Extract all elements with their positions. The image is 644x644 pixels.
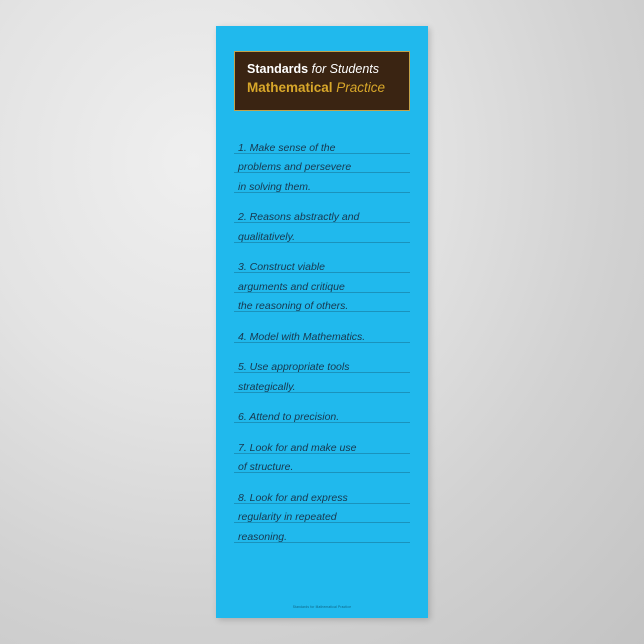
- list-item-line: [234, 134, 410, 154]
- list-item-text: 7. Look for and make use: [238, 441, 357, 454]
- list-item-text: qualitatively.: [238, 230, 296, 243]
- list-item-line: [234, 373, 410, 393]
- list-item-text: in solving them.: [238, 180, 311, 193]
- list-item-text: 6. Attend to precision.: [238, 411, 340, 423]
- list-item-line: [234, 204, 410, 224]
- list-item-text: 3. Construct viable: [238, 261, 325, 273]
- header-title-mathematical: Mathematical: [247, 80, 333, 95]
- list-item-line: [234, 293, 410, 313]
- list-item-text: strategically.: [238, 380, 296, 393]
- list-item: [234, 484, 410, 543]
- list-item: [234, 354, 410, 393]
- list-item: [234, 204, 410, 243]
- list-item-text: regularity in repeated: [238, 511, 337, 523]
- poster-header: [234, 51, 410, 111]
- list-item: [234, 134, 410, 193]
- list-item: [234, 323, 410, 343]
- list-item-text: 2. Reasons abstractly and: [238, 211, 360, 223]
- list-item: [234, 254, 410, 313]
- list-item-text: 1. Make sense of the: [238, 141, 336, 154]
- header-title-standards: Standards: [247, 62, 309, 76]
- poster-credit: Standards for Mathematical Practice: [292, 605, 352, 609]
- header-title-practice: Practice: [332, 80, 386, 95]
- list-item-line: [234, 434, 410, 454]
- list-item-line: [234, 273, 410, 293]
- header-title-for-students: for Students: [308, 62, 380, 76]
- list-item-line: [234, 504, 410, 524]
- list-item-line: [234, 354, 410, 374]
- list-item-line: [234, 404, 410, 424]
- list-item-text: reasoning.: [238, 530, 288, 543]
- list-item-line: [234, 454, 410, 474]
- list-item-text: 4. Model with Mathematics.: [238, 330, 366, 343]
- list-item-line: [234, 154, 410, 174]
- header-title-line-2: [247, 78, 409, 97]
- list-item-text: the reasoning of others.: [238, 300, 349, 312]
- list-item-line: [234, 254, 410, 274]
- header-title-line-1: [247, 61, 409, 78]
- list-item: [234, 404, 410, 424]
- list-item-line: [234, 484, 410, 504]
- list-item-text: 8. Look for and express: [238, 491, 348, 504]
- list-item-text: of structure.: [238, 461, 294, 473]
- practice-standards-list: [234, 134, 410, 554]
- list-item: [234, 434, 410, 473]
- list-item-line: [234, 223, 410, 243]
- list-item-line: [234, 323, 410, 343]
- list-item-line: [234, 173, 410, 193]
- list-item-text: arguments and critique: [238, 280, 345, 293]
- list-item-text: 5. Use appropriate tools: [238, 361, 350, 373]
- list-item-line: [234, 523, 410, 543]
- poster: [216, 26, 428, 618]
- list-item-text: problems and persevere: [238, 161, 352, 173]
